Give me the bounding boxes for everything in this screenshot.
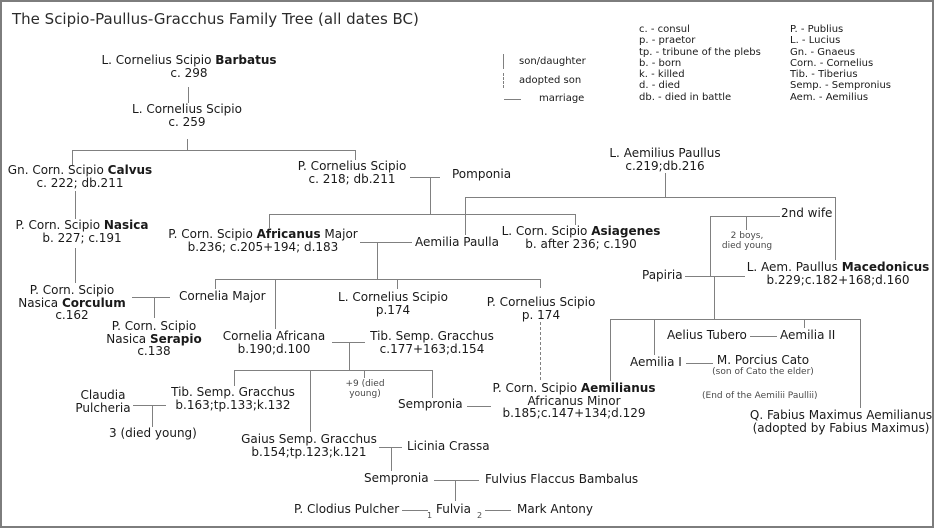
legend-adopted-line bbox=[503, 73, 504, 88]
person-sempronia-2: Sempronia bbox=[364, 471, 429, 485]
legend-item: tp. - tribune of the plebs bbox=[639, 46, 761, 58]
person-aemilianus: P. Corn. Scipio Aemilianus Africanus Minor b.185;c.147+134;d.129 bbox=[492, 381, 656, 420]
legend-item: k. - killed bbox=[639, 69, 685, 81]
descent-line bbox=[152, 405, 153, 427]
person-aelius-tubero: Aelius Tubero bbox=[667, 328, 747, 342]
end-of-aemilii-note: (End of the Aemilii Paullii) bbox=[702, 391, 818, 401]
marriage-line bbox=[402, 510, 428, 511]
descent-line bbox=[860, 319, 861, 408]
descent-line bbox=[310, 370, 311, 432]
descent-line bbox=[275, 279, 276, 329]
person-macedonicus: L. Aem. Paullus Macedonicus b.229;c.182+168;d.160 bbox=[746, 260, 930, 287]
children-bar bbox=[465, 197, 835, 198]
person-three-died-young: 3 (died young) bbox=[109, 426, 197, 440]
descent-line bbox=[455, 480, 456, 501]
children-bar bbox=[72, 150, 356, 151]
descent-line bbox=[269, 214, 270, 228]
descent-line bbox=[835, 197, 836, 260]
descent-line bbox=[75, 191, 76, 219]
person-publius-174: P. Cornelius Scipio p. 174 bbox=[486, 295, 596, 322]
person-asiagenes: L. Corn. Scipio Asiagenes b. after 236; c.190 bbox=[501, 224, 661, 251]
legend-label-marriage: marriage bbox=[539, 93, 585, 104]
marriage-line bbox=[434, 480, 479, 481]
marriage-line bbox=[132, 297, 170, 298]
person-aemilia-ii: Aemilia II bbox=[780, 328, 836, 342]
descent-line bbox=[665, 173, 666, 197]
person-barbatus: L. Cornelius Scipio Barbatus c. 298 bbox=[101, 53, 277, 80]
descent-line bbox=[610, 319, 611, 381]
descent-line bbox=[234, 370, 235, 386]
descent-line bbox=[349, 342, 350, 370]
person-paullus: L. Aemilius Paullus c.219;db.216 bbox=[609, 146, 721, 173]
person-calvus: Gn. Corn. Scipio Calvus c. 222; db.211 bbox=[7, 163, 153, 190]
marriage-line bbox=[685, 276, 745, 277]
person-aemilia-i: Aemilia I bbox=[630, 355, 682, 369]
person-sempronia: Sempronia bbox=[398, 397, 463, 411]
person-pomponia: Pomponia bbox=[452, 167, 512, 181]
adoption-line bbox=[540, 322, 541, 380]
person-gaius-gracchus: Gaius Semp. Gracchus b.154;tp.123;k.121 bbox=[241, 432, 377, 459]
legend-item: c. - consul bbox=[639, 24, 690, 35]
person-cornelia-major: Cornelia Major bbox=[179, 289, 266, 303]
person-tib-gracchus-sr: Tib. Semp. Gracchus c.177+163;d.154 bbox=[370, 329, 494, 356]
legend-marriage-line bbox=[504, 99, 521, 100]
marriage-line bbox=[710, 216, 780, 217]
children-bar bbox=[269, 214, 575, 215]
person-nasica: P. Corn. Scipio Nasica b. 227; c.191 bbox=[15, 218, 149, 245]
descent-line bbox=[188, 87, 189, 103]
legend-item: L. - Lucius bbox=[790, 35, 841, 47]
children-bar bbox=[610, 319, 860, 320]
legend-item: d. - died bbox=[639, 80, 681, 92]
descent-line bbox=[75, 248, 76, 283]
descent-line bbox=[654, 319, 655, 355]
legend-item: p. - praetor bbox=[639, 35, 696, 47]
person-licinia-crassa: Licinia Crassa bbox=[407, 439, 490, 453]
person-scipio-259: L. Cornelius Scipio c. 259 bbox=[132, 102, 242, 129]
descent-line bbox=[804, 319, 805, 328]
legend-item: Semp. - Sempronius bbox=[790, 80, 891, 92]
marriage-line bbox=[485, 510, 511, 511]
person-lucius-174: L. Cornelius Scipio p.174 bbox=[338, 290, 448, 317]
person-q-fabius: Q. Fabius Maximus Aemilianus (adopted by Fabius Maximus) bbox=[749, 408, 933, 435]
person-fulvia: Fulvia bbox=[436, 502, 471, 516]
person-cato: M. Porcius Cato (son of Cato the elder) bbox=[712, 353, 814, 377]
person-second-wife: 2nd wife bbox=[781, 206, 833, 220]
descent-line bbox=[465, 197, 466, 235]
descent-line bbox=[540, 279, 541, 288]
person-claudia: Claudia Pulcheria bbox=[75, 388, 131, 415]
descent-line bbox=[377, 242, 378, 279]
legend-item: b. - born bbox=[639, 57, 682, 69]
descent-line bbox=[154, 297, 155, 318]
legend-label-adopted: adopted son bbox=[519, 75, 582, 86]
person-africanus-major: P. Corn. Scipio Africanus Major b.236; c.205+194; d.183 bbox=[168, 227, 358, 254]
descent-line bbox=[746, 216, 747, 230]
person-mark-antony: Mark Antony bbox=[517, 502, 593, 516]
person-fulvius-flaccus: Fulvius Flaccus Bambalus bbox=[485, 472, 639, 486]
descent-line bbox=[432, 370, 433, 398]
children-bar bbox=[215, 279, 540, 280]
legend-item: P. - Publius bbox=[790, 24, 844, 35]
descent-line bbox=[215, 279, 216, 289]
legend-item: Aem. - Aemilius bbox=[790, 91, 869, 103]
person-cornelia-africana: Cornelia Africana b.190;d.100 bbox=[222, 329, 326, 356]
descent-line bbox=[714, 276, 715, 319]
legend-name-abbreviations bbox=[790, 24, 891, 103]
person-plus-nine: +9 (died young) bbox=[345, 379, 385, 399]
legend-abbreviations bbox=[639, 24, 761, 103]
person-tib-gracchus-jr: Tib. Semp. Gracchus b.163;tp.133;k.132 bbox=[171, 385, 295, 412]
descent-line bbox=[397, 279, 398, 289]
legend-item: db. - died in battle bbox=[639, 91, 732, 103]
person-serapio: P. Corn. Scipio Nasica Serapio c.138 bbox=[106, 319, 202, 358]
descent-line bbox=[187, 139, 188, 150]
descent-line bbox=[364, 370, 365, 378]
marriage-order-1: 1 bbox=[427, 511, 433, 520]
marriage-order-2: 2 bbox=[477, 511, 483, 520]
person-papiria: Papiria bbox=[642, 268, 683, 282]
marriage-line bbox=[750, 336, 777, 337]
legend-item: Gn. - Gnaeus bbox=[790, 46, 856, 58]
person-scipio-218: P. Cornelius Scipio c. 218; db.211 bbox=[297, 159, 407, 186]
person-corculum: P. Corn. Scipio Nasica Corculum c.162 bbox=[18, 283, 126, 322]
marriage-line bbox=[360, 242, 412, 243]
page-title: The Scipio-Paullus-Gracchus Family Tree (all dates BC) bbox=[12, 10, 419, 28]
person-two-boys: 2 boys, died young bbox=[721, 231, 773, 251]
person-aemilia-paulla: Aemilia Paulla bbox=[415, 235, 499, 249]
children-bar bbox=[234, 370, 432, 371]
legend-item: Tib. - Tiberius bbox=[790, 69, 858, 81]
legend-item: Corn. - Cornelius bbox=[790, 57, 874, 69]
descent-line bbox=[391, 447, 392, 471]
legend-son-line bbox=[503, 54, 504, 69]
person-clodius: P. Clodius Pulcher bbox=[294, 502, 400, 516]
legend-label-son: son/daughter bbox=[519, 56, 586, 67]
